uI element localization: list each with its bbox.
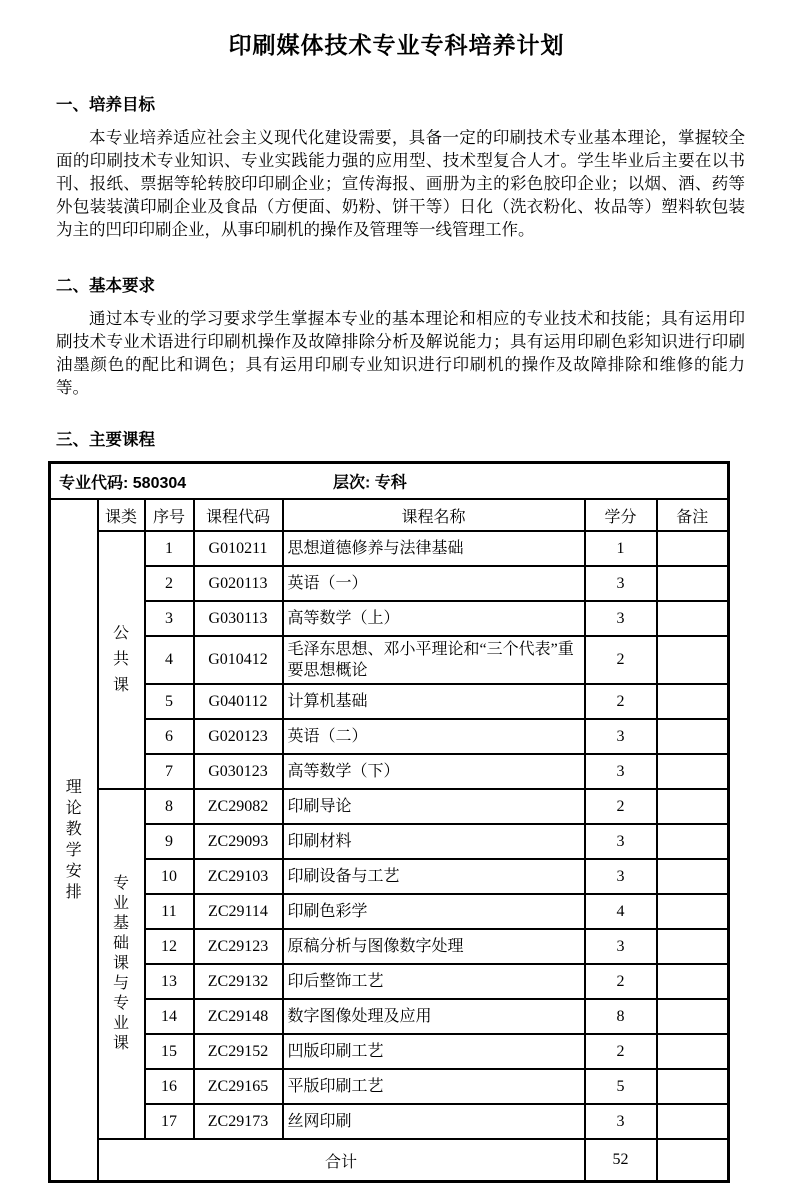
course-number-cell: 6 xyxy=(145,719,194,754)
course-credit-cell: 3 xyxy=(585,754,657,789)
course-number-cell: 13 xyxy=(145,964,194,999)
course-remark-cell xyxy=(657,1034,729,1069)
col-header-name: 课程名称 xyxy=(283,499,585,531)
course-row-8 xyxy=(50,789,729,824)
objectives-heading: 一、培养目标 xyxy=(56,96,155,114)
requirements-body: 通过本专业的学习要求学生掌握本专业的基本理论和相应的专业技术和技能；具有运用印刷技术专业术语进行印刷机操作及故障排除分析及解说能力；具有运用印刷色彩知识进行印刷油墨颜色的配比和调色；具有运用印刷专业知识进行印刷机的操作及故障排除和维修的能力等。 xyxy=(56,309,745,397)
course-number-cell: 7 xyxy=(145,754,194,789)
course-row-4 xyxy=(50,636,729,684)
course-name-cell: 凹版印刷工艺 xyxy=(283,1034,585,1069)
course-remark-cell xyxy=(657,894,729,929)
course-code-cell: ZC29173 xyxy=(194,1104,283,1139)
course-number-cell: 1 xyxy=(145,531,194,566)
course-code-cell: ZC29123 xyxy=(194,929,283,964)
course-code-cell: ZC29132 xyxy=(194,964,283,999)
course-row-10 xyxy=(50,859,729,894)
course-row-2 xyxy=(50,566,729,601)
section-courses xyxy=(48,399,745,1183)
course-code-cell: ZC29082 xyxy=(194,789,283,824)
course-remark-cell xyxy=(657,929,729,964)
course-credit-cell: 3 xyxy=(585,1104,657,1139)
course-number-cell: 5 xyxy=(145,684,194,719)
course-number-cell: 16 xyxy=(145,1069,194,1104)
col-header-remark: 备注 xyxy=(657,499,729,531)
course-credit-cell: 3 xyxy=(585,601,657,636)
course-row-16 xyxy=(50,1069,729,1104)
total-label: 合计 xyxy=(98,1139,585,1182)
course-code-cell: ZC29165 xyxy=(194,1069,283,1104)
course-remark-cell xyxy=(657,566,729,601)
left-axis-label: 理 论 教 学 安 排 xyxy=(50,499,98,1182)
major-code-label: 专业代码: 580304 xyxy=(59,474,187,492)
course-code-cell: G030123 xyxy=(194,754,283,789)
course-code-cell: ZC29148 xyxy=(194,999,283,1034)
page-title: 印刷媒体技术专业专科培养计划 xyxy=(228,32,565,58)
course-row-6 xyxy=(50,719,729,754)
course-row-7 xyxy=(50,754,729,789)
course-code-cell: G030113 xyxy=(194,601,283,636)
course-name-cell: 毛泽东思想、邓小平理论和“三个代表”重要思想概论 xyxy=(283,636,585,684)
level-label: 层次: 专科 xyxy=(333,474,407,492)
course-table-body xyxy=(50,463,729,1182)
course-name-cell: 数字图像处理及应用 xyxy=(283,999,585,1034)
course-credit-cell: 3 xyxy=(585,824,657,859)
course-remark-cell xyxy=(657,824,729,859)
course-credit-cell: 2 xyxy=(585,1034,657,1069)
course-credit-cell: 8 xyxy=(585,999,657,1034)
course-credit-cell: 2 xyxy=(585,964,657,999)
course-name-cell: 平版印刷工艺 xyxy=(283,1069,585,1104)
course-group-label: 公 共 课 xyxy=(98,531,145,789)
course-code-cell: ZC29152 xyxy=(194,1034,283,1069)
course-number-cell: 11 xyxy=(145,894,194,929)
course-remark-cell xyxy=(657,754,729,789)
course-group-label: 专 业 基 础 课 与 专 业 课 xyxy=(98,789,145,1139)
course-row-15 xyxy=(50,1034,729,1069)
course-remark-cell xyxy=(657,684,729,719)
course-row-17 xyxy=(50,1104,729,1139)
col-header-credits: 学分 xyxy=(585,499,657,531)
course-name-cell: 高等数学（下） xyxy=(283,754,585,789)
course-remark-cell xyxy=(657,601,729,636)
total-credits: 52 xyxy=(585,1139,657,1182)
course-number-cell: 17 xyxy=(145,1104,194,1139)
course-name-cell: 思想道德修养与法律基础 xyxy=(283,531,585,566)
course-name-cell: 高等数学（上） xyxy=(283,601,585,636)
course-credit-cell: 4 xyxy=(585,894,657,929)
course-number-cell: 10 xyxy=(145,859,194,894)
course-name-cell: 印刷设备与工艺 xyxy=(283,859,585,894)
course-remark-cell xyxy=(657,636,729,684)
course-name-cell: 计算机基础 xyxy=(283,684,585,719)
course-remark-cell xyxy=(657,789,729,824)
course-remark-cell xyxy=(657,964,729,999)
meta-cell xyxy=(50,463,729,500)
course-code-cell: ZC29114 xyxy=(194,894,283,929)
section-objectives xyxy=(48,60,745,241)
course-name-cell: 原稿分析与图像数字处理 xyxy=(283,929,585,964)
course-row-11 xyxy=(50,894,729,929)
course-remark-cell xyxy=(657,1104,729,1139)
course-code-cell: G010211 xyxy=(194,531,283,566)
course-remark-cell xyxy=(657,1069,729,1104)
total-row xyxy=(50,1139,729,1182)
course-number-cell: 12 xyxy=(145,929,194,964)
course-row-3 xyxy=(50,601,729,636)
course-code-cell: G020123 xyxy=(194,719,283,754)
course-credit-cell: 5 xyxy=(585,1069,657,1104)
course-table xyxy=(48,461,730,1183)
course-credit-cell: 3 xyxy=(585,859,657,894)
requirements-heading: 二、基本要求 xyxy=(56,277,155,295)
col-header-category: 课类 xyxy=(98,499,145,531)
section-requirements xyxy=(48,241,745,399)
course-code-cell: G040112 xyxy=(194,684,283,719)
course-number-cell: 9 xyxy=(145,824,194,859)
course-code-cell: ZC29103 xyxy=(194,859,283,894)
course-row-5 xyxy=(50,684,729,719)
course-name-cell: 英语（一） xyxy=(283,566,585,601)
course-remark-cell xyxy=(657,859,729,894)
course-remark-cell xyxy=(657,531,729,566)
table-header-row xyxy=(50,499,729,531)
course-credit-cell: 3 xyxy=(585,929,657,964)
course-number-cell: 14 xyxy=(145,999,194,1034)
course-number-cell: 15 xyxy=(145,1034,194,1069)
courses-heading: 三、主要课程 xyxy=(56,431,155,449)
course-code-cell: G010412 xyxy=(194,636,283,684)
course-credit-cell: 2 xyxy=(585,789,657,824)
course-name-cell: 印刷色彩学 xyxy=(283,894,585,929)
course-name-cell: 英语（二） xyxy=(283,719,585,754)
course-row-14 xyxy=(50,999,729,1034)
table-meta-row xyxy=(50,463,729,500)
total-remark xyxy=(657,1139,729,1182)
course-number-cell: 2 xyxy=(145,566,194,601)
course-number-cell: 3 xyxy=(145,601,194,636)
course-credit-cell: 2 xyxy=(585,684,657,719)
course-code-cell: G020113 xyxy=(194,566,283,601)
course-name-cell: 印后整饰工艺 xyxy=(283,964,585,999)
objectives-body: 本专业培养适应社会主义现代化建设需要，具备一定的印刷技术专业基本理论，掌握较全面的印刷技术专业知识、专业实践能力强的应用型、技术型复合人才。学生毕业后主要在以书刊、报纸、票据等轮转胶印印刷企业；宣传海报、画册为主的彩色胶印企业；以烟、酒、药等外包装装潢印刷企业及食品（方便面、奶粉、饼干等）日化（洗衣粉化、妆品等）塑料软包装为主的凹印印刷企业，从事印刷机的操作及管理等一线管理工作。 xyxy=(56,128,745,239)
course-number-cell: 4 xyxy=(145,636,194,684)
col-header-code: 课程代码 xyxy=(194,499,283,531)
course-name-cell: 印刷材料 xyxy=(283,824,585,859)
course-credit-cell: 3 xyxy=(585,719,657,754)
col-header-number: 序号 xyxy=(145,499,194,531)
course-row-1 xyxy=(50,531,729,566)
course-credit-cell: 1 xyxy=(585,531,657,566)
course-remark-cell xyxy=(657,999,729,1034)
course-row-13 xyxy=(50,964,729,999)
course-credit-cell: 2 xyxy=(585,636,657,684)
course-name-cell: 丝网印刷 xyxy=(283,1104,585,1139)
course-credit-cell: 3 xyxy=(585,566,657,601)
course-code-cell: ZC29093 xyxy=(194,824,283,859)
course-number-cell: 8 xyxy=(145,789,194,824)
course-remark-cell xyxy=(657,719,729,754)
course-row-12 xyxy=(50,929,729,964)
course-row-9 xyxy=(50,824,729,859)
course-name-cell: 印刷导论 xyxy=(283,789,585,824)
